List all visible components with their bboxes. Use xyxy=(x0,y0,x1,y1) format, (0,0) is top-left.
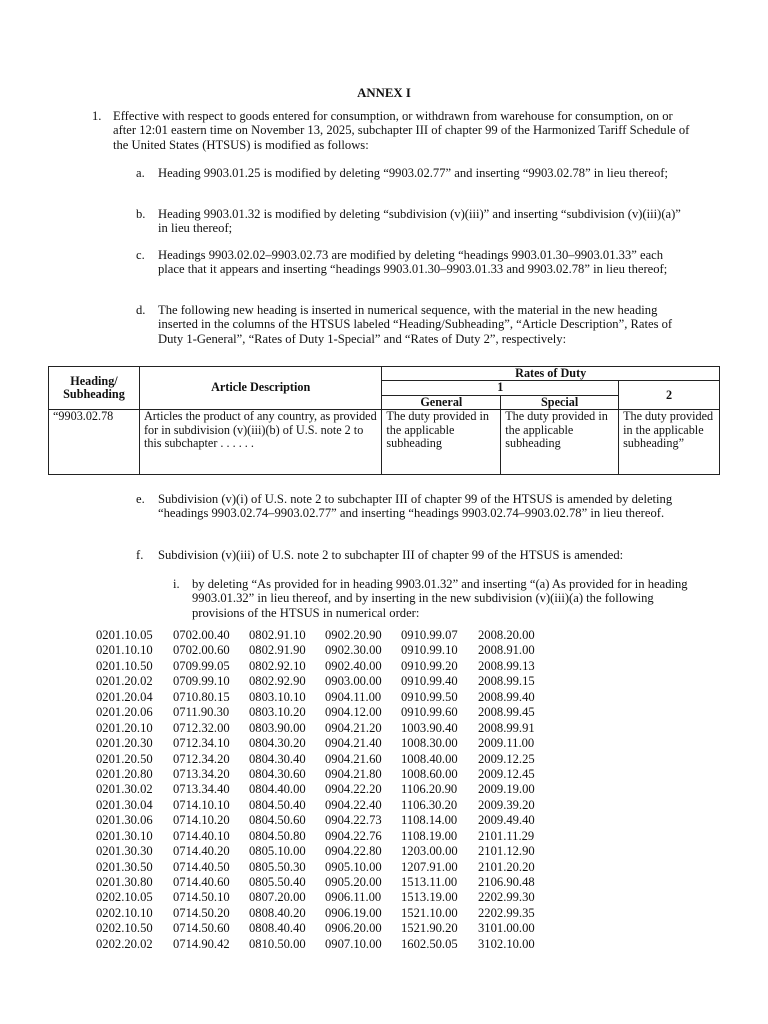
htsus-code: 0805.50.40 xyxy=(249,875,306,889)
item-b-text: Heading 9903.01.32 is modified by deleting “subdivision (v)(iii)” and inserting “subdivision (v)(iii)(a)” in lieu thereof; xyxy=(158,207,681,236)
htsus-code: 2101.20.20 xyxy=(478,859,535,874)
htsus-code: 0714.40.60 xyxy=(173,875,230,889)
htsus-code: 0714.10.10 xyxy=(173,797,230,812)
htsus-code: 0201.30.50 xyxy=(96,859,153,874)
htsus-code: 0904.22.20 xyxy=(325,782,382,797)
htsus-code: 0201.20.50 xyxy=(96,751,153,766)
htsus-code: 2008.20.00 xyxy=(478,628,535,642)
htsus-code: 0808.40.40 xyxy=(249,921,306,936)
htsus-code: 0702.00.60 xyxy=(173,643,230,658)
htsus-code: 0802.92.90 xyxy=(249,674,306,689)
htsus-code: 1106.30.20 xyxy=(401,797,458,812)
htsus-code: 2008.99.91 xyxy=(478,720,535,735)
htsus-code: 0906.11.00 xyxy=(325,890,382,905)
htsus-code: 0804.50.40 xyxy=(249,797,306,812)
htsus-code: 2202.99.35 xyxy=(478,905,535,920)
htsus-code: 0201.30.06 xyxy=(96,813,153,828)
item-c-text: Headings 9903.02.02–9903.02.73 are modified by deleting “headings 9903.01.30–9903.01.33” each place that it appears and inserting “headings 9903.01.30–9903.01.33 and 9903.02.78” in lieu thereof; xyxy=(158,248,668,277)
htsus-code: 0714.50.10 xyxy=(173,890,230,905)
htsus-code: 2009.12.25 xyxy=(478,751,535,766)
subitem-i-numeral: i. xyxy=(173,577,180,591)
htsus-code: 2202.99.30 xyxy=(478,890,535,905)
htsus-code: 0904.12.00 xyxy=(325,705,382,720)
htsus-code: 0902.30.00 xyxy=(325,643,382,658)
htsus-code: 0807.20.00 xyxy=(249,890,306,905)
htsus-code: 0910.99.60 xyxy=(401,705,458,720)
general-rate-cell: The duty provided in the applicable subheading xyxy=(382,410,501,475)
article-description-header: Article Description xyxy=(139,367,381,410)
new-heading-table xyxy=(48,366,720,475)
htsus-code: 2009.39.20 xyxy=(478,797,535,812)
htsus-code: 0906.19.00 xyxy=(325,905,382,920)
item-a-text: Heading 9903.01.25 is modified by deleting “9903.02.77” and inserting “9903.02.78” in lieu thereof; xyxy=(158,166,668,180)
htsus-code: 2008.99.45 xyxy=(478,705,535,720)
htsus-code: 0805.10.00 xyxy=(249,844,306,859)
htsus-code: 0714.50.20 xyxy=(173,905,230,920)
htsus-code: 0201.20.10 xyxy=(96,720,153,735)
htsus-code: 1008.60.00 xyxy=(401,766,458,781)
htsus-code: 1203.00.00 xyxy=(401,844,458,859)
special-header: Special xyxy=(501,395,619,409)
htsus-code: 2106.90.48 xyxy=(478,875,535,889)
htsus-code: 3101.00.00 xyxy=(478,921,535,936)
htsus-code: 0905.20.00 xyxy=(325,875,382,889)
htsus-provisions-list xyxy=(96,628,558,952)
htsus-code: 0804.30.40 xyxy=(249,751,306,766)
heading-cell: “9903.02.78 xyxy=(49,410,140,475)
htsus-code: 0201.10.05 xyxy=(96,628,153,642)
htsus-code: 0903.00.00 xyxy=(325,674,382,689)
htsus-code: 0804.50.80 xyxy=(249,828,306,843)
htsus-code: 0906.20.00 xyxy=(325,921,382,936)
htsus-code: 2008.99.15 xyxy=(478,674,535,689)
htsus-code: 0910.99.50 xyxy=(401,689,458,704)
htsus-code: 0902.20.90 xyxy=(325,628,382,642)
htsus-code: 1108.19.00 xyxy=(401,828,458,843)
rate-column-1-header: 1 xyxy=(382,381,619,395)
htsus-code: 0713.34.40 xyxy=(173,782,230,797)
htsus-code: 2009.12.45 xyxy=(478,766,535,781)
htsus-code: 0710.80.15 xyxy=(173,689,230,704)
htsus-code: 0201.20.04 xyxy=(96,689,153,704)
htsus-code: 1108.14.00 xyxy=(401,813,458,828)
item-b-letter: b. xyxy=(136,207,146,221)
htsus-code: 0907.10.00 xyxy=(325,936,382,951)
htsus-code: 0910.99.07 xyxy=(401,628,458,642)
item-c-letter: c. xyxy=(136,248,145,262)
htsus-code: 0804.50.60 xyxy=(249,813,306,828)
htsus-code: 0904.22.73 xyxy=(325,813,382,828)
htsus-code: 1513.11.00 xyxy=(401,875,458,889)
special-rate-cell: The duty provided in the applicable subheading xyxy=(501,410,619,475)
htsus-code: 0714.40.50 xyxy=(173,859,230,874)
htsus-code: 0202.20.02 xyxy=(96,936,153,951)
htsus-code: 0712.34.20 xyxy=(173,751,230,766)
htsus-code: 2008.99.40 xyxy=(478,689,535,704)
htsus-code: 0712.34.10 xyxy=(173,736,230,751)
htsus-code: 0201.10.10 xyxy=(96,643,153,658)
htsus-code: 0714.90.42 xyxy=(173,936,230,951)
htsus-code: 2008.99.13 xyxy=(478,658,535,673)
item-a-letter: a. xyxy=(136,166,145,180)
htsus-code: 0201.30.04 xyxy=(96,797,153,812)
htsus-code: 0202.10.05 xyxy=(96,890,153,905)
item-1-text: Effective with respect to goods entered for consumption, or withdrawn from warehouse for consumption, on or after 12:01 eastern time on November 13, 2025, subchapter III of chapter 99 of the Harmonized Tariff Schedule of the United States (HTSUS) is modified as follows: xyxy=(113,109,690,152)
htsus-code: 0201.30.30 xyxy=(96,844,153,859)
htsus-code: 2009.49.40 xyxy=(478,813,535,828)
htsus-code: 0802.92.10 xyxy=(249,658,306,673)
htsus-code: 0803.10.20 xyxy=(249,705,306,720)
htsus-code: 2009.11.00 xyxy=(478,736,535,751)
htsus-code: 0904.21.40 xyxy=(325,736,382,751)
htsus-code: 0910.99.10 xyxy=(401,643,458,658)
column-2-rate-cell: The duty provided in the applicable subheading” xyxy=(619,410,720,475)
htsus-code: 1008.40.00 xyxy=(401,751,458,766)
htsus-code: 1602.50.05 xyxy=(401,936,458,951)
htsus-code: 0201.20.06 xyxy=(96,705,153,720)
heading-subheading-header: Heading/ Subheading xyxy=(49,367,140,410)
htsus-code: 1521.10.00 xyxy=(401,905,458,920)
htsus-code: 0805.50.30 xyxy=(249,859,306,874)
htsus-code: 1521.90.20 xyxy=(401,921,458,936)
htsus-code: 1207.91.00 xyxy=(401,859,458,874)
htsus-code: 0804.40.00 xyxy=(249,782,306,797)
htsus-code: 0904.22.80 xyxy=(325,844,382,859)
htsus-code: 0802.91.90 xyxy=(249,643,306,658)
htsus-code: 0910.99.20 xyxy=(401,658,458,673)
htsus-code: 0904.21.60 xyxy=(325,751,382,766)
htsus-code: 2101.11.29 xyxy=(478,828,535,843)
htsus-code: 2101.12.90 xyxy=(478,844,535,859)
htsus-code: 0711.90.30 xyxy=(173,705,230,720)
description-cell: Articles the product of any country, as provided for in subdivision (v)(iii)(b) of U.S. note 2 to this subchapter . . . . . . xyxy=(139,410,381,475)
item-f-letter: f. xyxy=(136,548,144,562)
htsus-code: 0804.30.60 xyxy=(249,766,306,781)
htsus-code: 0904.21.80 xyxy=(325,766,382,781)
item-d-text: The following new heading is inserted in numerical sequence, with the material in the new heading inserted in the columns of the HTSUS labeled “Heading/Subheading”, “Article Description”, Rates of Duty 1-General”, “Rates of Duty 1-Special” and “Rates of Duty 2”, respectively: xyxy=(158,303,673,346)
htsus-code: 0201.20.02 xyxy=(96,674,153,689)
htsus-code: 2008.91.00 xyxy=(478,643,535,658)
htsus-code: 0712.32.00 xyxy=(173,720,230,735)
htsus-code: 0202.10.10 xyxy=(96,905,153,920)
htsus-code: 0714.40.10 xyxy=(173,828,230,843)
htsus-code: 0201.30.80 xyxy=(96,875,153,889)
htsus-code: 0709.99.10 xyxy=(173,674,230,689)
htsus-code: 0713.34.20 xyxy=(173,766,230,781)
htsus-code: 0904.22.76 xyxy=(325,828,382,843)
item-f-text: Subdivision (v)(iii) of U.S. note 2 to subchapter III of chapter 99 of the HTSUS is amended: xyxy=(158,548,624,562)
htsus-code: 0702.00.40 xyxy=(173,628,230,642)
rate-column-2-header: 2 xyxy=(619,381,720,410)
htsus-code: 0202.10.50 xyxy=(96,921,153,936)
htsus-code: 0803.90.00 xyxy=(249,720,306,735)
htsus-code: 0808.40.20 xyxy=(249,905,306,920)
htsus-code: 3102.10.00 xyxy=(478,936,535,951)
htsus-code: 0902.40.00 xyxy=(325,658,382,673)
htsus-code: 2009.19.00 xyxy=(478,782,535,797)
rates-of-duty-header: Rates of Duty xyxy=(382,367,720,381)
htsus-code: 0714.40.20 xyxy=(173,844,230,859)
item-number-1: 1. xyxy=(92,109,102,123)
annex-title: ANNEX I xyxy=(357,86,411,100)
item-e-letter: e. xyxy=(136,492,145,506)
htsus-code: 0804.30.20 xyxy=(249,736,306,751)
htsus-code: 0709.99.05 xyxy=(173,658,230,673)
htsus-code: 0905.10.00 xyxy=(325,859,382,874)
general-header: General xyxy=(382,395,501,409)
htsus-code: 0904.11.00 xyxy=(325,689,382,704)
htsus-code: 0714.10.20 xyxy=(173,813,230,828)
item-d-letter: d. xyxy=(136,303,146,317)
htsus-code: 1106.20.90 xyxy=(401,782,458,797)
htsus-code: 1003.90.40 xyxy=(401,720,458,735)
htsus-code: 1513.19.00 xyxy=(401,890,458,905)
htsus-code: 0201.30.02 xyxy=(96,782,153,797)
htsus-code: 0201.20.80 xyxy=(96,766,153,781)
htsus-code: 0201.10.50 xyxy=(96,658,153,673)
htsus-code: 0714.50.60 xyxy=(173,921,230,936)
htsus-code: 0904.22.40 xyxy=(325,797,382,812)
htsus-code: 0201.20.30 xyxy=(96,736,153,751)
htsus-code: 0810.50.00 xyxy=(249,936,306,951)
htsus-code: 0803.10.10 xyxy=(249,689,306,704)
htsus-code: 0910.99.40 xyxy=(401,674,458,689)
item-e-text: Subdivision (v)(i) of U.S. note 2 to subchapter III of chapter 99 of the HTSUS is amended by deleting “headings 9903.02.74–9903.02.77” and inserting “headings 9903.02.74–9903.02.78” in lieu thereof. xyxy=(158,492,673,521)
htsus-code: 0904.21.20 xyxy=(325,720,382,735)
subitem-i-text: by deleting “As provided for in heading 9903.01.32” and inserting “(a) As provided for in heading 9903.01.32” in lieu thereof, and by inserting in the new subdivision (v)(iii)(a) the following provisions of the HTSUS in numerical order: xyxy=(192,577,688,620)
htsus-code: 1008.30.00 xyxy=(401,736,458,751)
htsus-code: 0802.91.10 xyxy=(249,628,306,642)
htsus-code: 0201.30.10 xyxy=(96,828,153,843)
